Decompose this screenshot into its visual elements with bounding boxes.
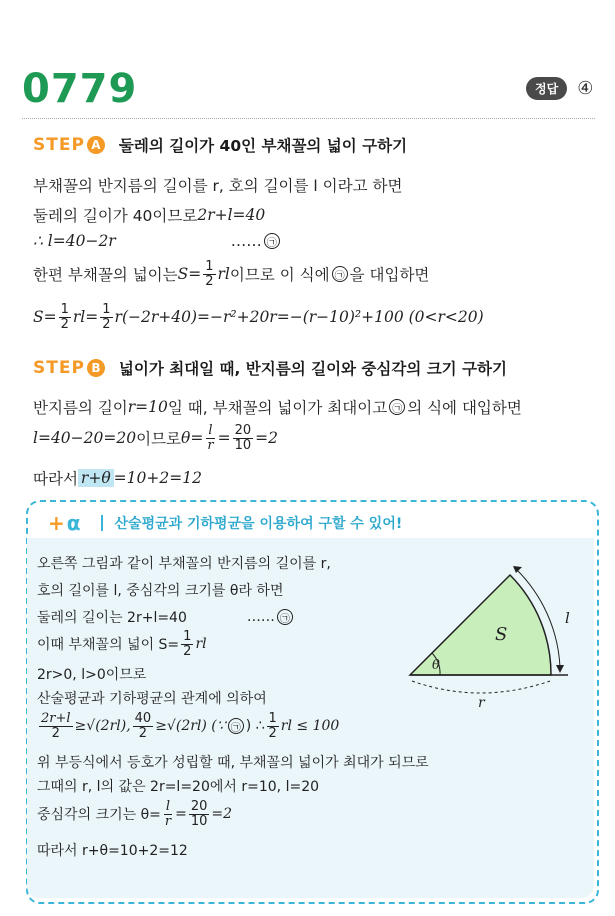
formula: rl=	[72, 308, 99, 327]
num: 1	[268, 711, 277, 726]
answer-badge: 정답	[526, 77, 567, 100]
highlight: r+θ	[78, 469, 114, 487]
step-a-line-5	[33, 303, 484, 331]
step-a-line-2	[33, 204, 265, 226]
den: 10	[190, 813, 208, 829]
tip-line-10	[37, 800, 232, 828]
divider	[22, 118, 595, 119]
formula: rl	[217, 265, 230, 284]
sector-diagram	[400, 555, 585, 715]
text: 둘레의 길이는 2r+l=40	[37, 610, 187, 626]
mark-giyeok: ㉠	[389, 399, 405, 415]
text: 부채꼴의 반지름의 길이를 r, 호의 길이를 l 이라고 하면	[33, 177, 403, 195]
tip-line-9	[37, 776, 319, 796]
step-word: STEP	[33, 358, 85, 378]
arc-label: l	[565, 609, 570, 627]
num: 2r+l	[41, 711, 71, 726]
num: 1	[60, 302, 69, 317]
den: 2	[183, 643, 192, 659]
formula: rl	[195, 636, 207, 653]
text: 반지름의 길이	[33, 399, 128, 417]
fraction	[133, 712, 154, 740]
step-a-line-1	[33, 174, 402, 196]
fraction	[267, 712, 279, 740]
alpha-icon: α	[66, 511, 81, 535]
den: 10	[234, 437, 252, 453]
tip-line-8	[37, 752, 429, 772]
answer	[526, 77, 593, 100]
tip-title: 산술평균과 기하평균을 이용하여 구할 수 있어!	[114, 516, 403, 532]
text: 의 식에 대입하면	[407, 399, 522, 417]
angle-label: θ	[432, 658, 440, 673]
formula: ≥√(2rl) (∵	[155, 718, 226, 735]
formula: =2	[211, 806, 233, 823]
tip-separator	[101, 515, 103, 531]
den: r	[207, 437, 214, 453]
radius-label: r	[478, 695, 485, 711]
text: 이므로 이 식에	[229, 266, 330, 285]
num: l	[208, 423, 213, 438]
text: 따라서	[33, 470, 78, 488]
text: 이때 부채꼴의 넓이 S=	[37, 637, 180, 654]
text: 산술평균과 기하평균의 관계에 의하여	[37, 691, 267, 707]
mark-giyeok: ㉠	[332, 266, 348, 282]
tip-line-5	[37, 664, 146, 684]
tip-line-1	[37, 553, 331, 573]
tip-line-11	[37, 840, 188, 860]
arrow-head-top	[513, 566, 522, 573]
formula: =2	[255, 429, 278, 448]
fraction	[100, 303, 112, 331]
tip-line-4	[37, 630, 207, 658]
fraction	[39, 712, 73, 740]
formula: l=40−20=20	[33, 429, 137, 448]
tip-line-3	[37, 607, 295, 627]
tip-line-6	[37, 688, 267, 708]
den: 2	[205, 273, 214, 289]
text: 둘레의 길이가 40이므로	[33, 207, 198, 225]
fraction	[189, 800, 210, 828]
num: 40	[134, 711, 152, 726]
formula: θ=	[181, 429, 204, 448]
step-a-badge: A	[87, 136, 105, 154]
num: 1	[102, 302, 111, 317]
num: 1	[205, 259, 214, 274]
text: 2r>0, l>0이므로	[37, 667, 147, 683]
text: 일 때, 부채꼴의 넓이가 최대이고	[167, 399, 388, 417]
tip-line-2	[37, 580, 283, 600]
text: 중심각의 크기는 θ=	[37, 807, 161, 824]
text: 한편 부채꼴의 넓이는	[33, 266, 178, 285]
step-b-line-2	[33, 424, 278, 452]
tip-heading	[48, 511, 402, 535]
den: 2	[51, 725, 60, 741]
formula: S=	[33, 308, 57, 327]
den: 2	[102, 316, 111, 332]
fraction	[59, 303, 71, 331]
formula: rl ≤ 100	[280, 718, 340, 735]
mark-giyeok: ㉠	[228, 718, 244, 734]
num: 20	[234, 423, 252, 438]
formula: ≥√(2rl),	[74, 718, 131, 735]
formula: 2r+l=40	[197, 206, 266, 224]
plus-icon: +	[48, 511, 65, 535]
text: 그때의 r, l의 값은 2r=l=20에서 r=10, l=20	[37, 779, 320, 795]
fraction	[181, 630, 193, 658]
radius-brace	[412, 681, 550, 693]
step-a-line-4	[33, 260, 429, 288]
dots: ……	[230, 232, 262, 250]
arrow-head-bottom	[556, 665, 564, 673]
formula: =	[175, 806, 187, 823]
fraction	[205, 424, 215, 452]
step-b-heading	[33, 357, 507, 379]
text: 이므로	[136, 430, 182, 449]
problem-number: 0779	[22, 66, 138, 112]
text: 오른쪽 그림과 같이 부채꼴의 반지름의 길이를 r,	[37, 556, 331, 572]
mark-giyeok: ㉠	[277, 609, 293, 625]
formula: r(−2r+40)=−r²+20r=−(r−10)²+100 (0<r<20)	[114, 308, 484, 327]
text: 위 부등식에서 등호가 성립할 때, 부채꼴의 넓이가 최대가 되므로	[37, 755, 429, 771]
step-b-title: 넓이가 최대일 때, 반지름의 길이와 중심각의 크기 구하기	[118, 360, 507, 378]
formula: S=	[177, 265, 202, 284]
formula: =	[217, 429, 231, 448]
tip-line-7	[37, 712, 339, 740]
num: l	[165, 799, 171, 814]
den: 2	[60, 316, 69, 332]
fraction	[233, 424, 254, 452]
fraction	[203, 260, 215, 288]
text: 을 대입하면	[349, 266, 430, 285]
step-b-line-1	[33, 396, 522, 418]
step-a-title: 둘레의 길이가 40인 부채꼴의 넓이 구하기	[118, 137, 408, 155]
answer-value: ④	[577, 78, 594, 99]
text: 호의 길이를 l, 중심각의 크기를 θ라 하면	[37, 583, 284, 599]
step-word: STEP	[33, 135, 85, 155]
dots: ……	[246, 609, 275, 625]
text: 따라서 r+θ=10+2=12	[37, 843, 188, 859]
fraction	[163, 800, 173, 828]
text: ) ∴	[245, 718, 265, 735]
formula: r=10	[127, 398, 168, 416]
step-b-line-3	[33, 467, 202, 489]
formula: =10+2=12	[113, 469, 202, 487]
den: 2	[138, 725, 148, 741]
area-label: S	[495, 624, 508, 645]
step-b-badge: B	[87, 359, 105, 377]
mark-giyeok: ㉠	[264, 233, 280, 249]
num: 20	[190, 799, 208, 814]
num: 1	[183, 629, 192, 644]
step-a-line-3	[33, 232, 282, 250]
den: r	[164, 813, 172, 829]
den: 2	[268, 725, 277, 741]
step-a-heading	[33, 134, 407, 156]
formula: ∴ l=40−2r	[33, 232, 116, 250]
